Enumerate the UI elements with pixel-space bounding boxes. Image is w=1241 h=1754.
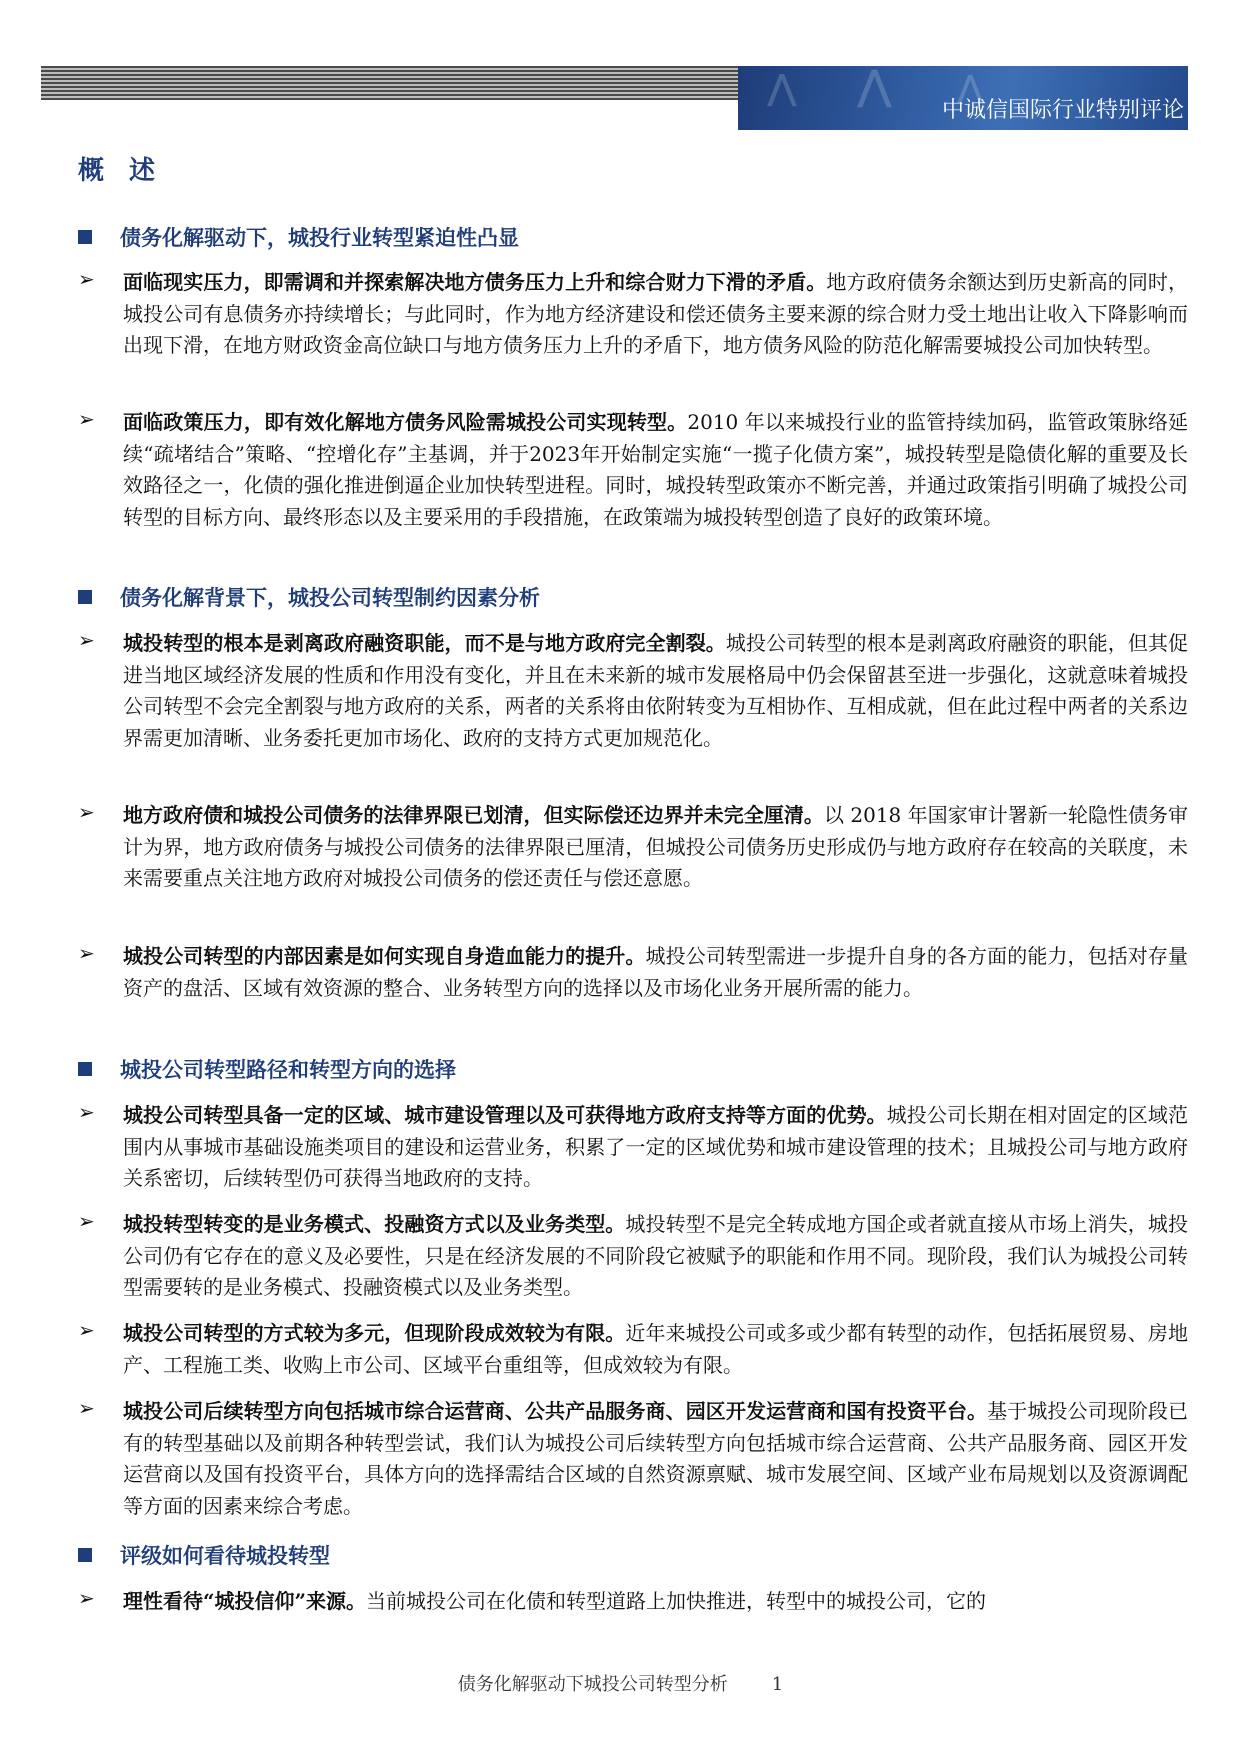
bullet-item: [78, 267, 1188, 362]
arrow-bullet-icon: ➢: [78, 267, 95, 291]
bullet-item: [78, 941, 1188, 1004]
bullet-body: 城投公司转型需进一步提升自身的各方面的能力，包括对存量资产的盘活、区域有效资源的整合、业务转型方向的选择以及市场化业务开展所需的能力。: [123, 944, 1188, 1000]
section-heading-text: 评级如何看待城投转型: [120, 1543, 330, 1568]
section-heading: [78, 1540, 330, 1570]
arrow-bullet-icon: ➢: [78, 407, 95, 431]
bullet-lead: 城投公司转型具备一定的区域、城市建设管理以及可获得地方政府支持等方面的优势。: [123, 1103, 887, 1127]
bullet-lead: 理性看待“城投信仰”来源。: [123, 1589, 367, 1613]
bullet-item: [78, 407, 1188, 533]
bullet-item: [78, 1396, 1188, 1522]
arrow-bullet-icon: ➢: [78, 1209, 95, 1233]
square-bullet-icon: [78, 230, 92, 244]
square-bullet-icon: [78, 1062, 92, 1076]
header-title: 中诚信国际行业特别评论: [941, 98, 1184, 123]
arrow-bullet-icon: ➢: [78, 1100, 95, 1124]
bullet-lead: 城投转型转变的是业务模式、投融资方式以及业务类型。: [123, 1212, 626, 1236]
arrow-bullet-icon: ➢: [78, 941, 95, 965]
banner-decoration-icon: ⋀: [768, 68, 796, 108]
square-bullet-icon: [78, 1548, 92, 1562]
bullet-lead: 城投公司后续转型方向包括城市综合运营商、公共产品服务商、园区开发运营商和国有投资平台。: [123, 1399, 988, 1423]
bullet-item: [78, 1318, 1188, 1381]
bullet-item: [78, 1586, 1188, 1618]
bullet-lead: 城投转型的根本是剥离政府融资职能，而不是与地方政府完全割裂。: [123, 631, 726, 655]
section-heading: [78, 1054, 456, 1084]
bullet-lead: 面临现实压力，即需调和并探索解决地方债务压力上升和综合财力下滑的矛盾。: [123, 270, 827, 294]
bullet-body: 以 2018 年国家审计署新一轮隐性债务审计为界，地方政府债务与城投公司债务的法律界限已厘清，但城投公司债务历史形成仍与地方政府存在较高的关联度，未来需要重点关注地方政府对城投公司债务的偿还责任与偿还意愿。: [123, 803, 1188, 890]
bullet-body: 城投转型不是完全转成地方国企或者就直接从市场上消失，城投公司仍有它存在的意义及必要性，只是在经济发展的不同阶段它被赋予的职能和作用不同。现阶段，我们认为城投公司转型需要转的是业务模式、投融资模式以及业务类型。: [123, 1212, 1189, 1299]
square-bullet-icon: [78, 590, 92, 604]
bullet-body: 近年来城投公司或多或少都有转型的动作，包括拓展贸易、房地产、工程施工类、收购上市公司、区域平台重组等，但成效较为有限。: [123, 1321, 1189, 1377]
bullet-lead: 城投公司转型的方式较为多元，但现阶段成效较为有限。: [123, 1321, 626, 1345]
section-heading: [78, 222, 519, 252]
bullet-item: [78, 628, 1188, 754]
header-banner: [738, 66, 1188, 130]
page-number: 1: [771, 1674, 784, 1695]
bullet-lead: 地方政府债和城投公司债务的法律界限已划清，但实际偿还边界并未完全厘清。: [123, 803, 824, 827]
bullet-item: [78, 1209, 1188, 1304]
section-heading: [78, 582, 540, 612]
arrow-bullet-icon: ➢: [78, 800, 95, 824]
bullet-item: [78, 800, 1188, 895]
arrow-bullet-icon: ➢: [78, 1396, 95, 1420]
section-heading-text: 债务化解驱动下，城投行业转型紧迫性凸显: [120, 225, 519, 250]
page-footer: [0, 1670, 1241, 1696]
header-stripe-bar: [41, 66, 738, 100]
bullet-body: 基于城投公司现阶段已有的转型基础以及前期各种转型尝试，我们认为城投公司后续转型方向包括城市综合运营商、公共产品服务商、园区开发运营商以及国有投资平台，具体方向的选择需结合区域的自然资源禀赋、城市发展空间、区域产业布局规划以及资源调配等方面的因素来综合考虑。: [123, 1399, 1189, 1518]
bullet-lead: 城投公司转型的内部因素是如何实现自身造血能力的提升。: [123, 944, 646, 968]
overview-title: 概 述: [78, 156, 164, 186]
banner-decoration-icon: ⋀: [958, 70, 983, 105]
bullet-body: 2010 年以来城投行业的监管持续加码，监管政策脉络延续“疏堵结合”策略、“控增化存”主基调，并于2023年开始制定实施“一揽子化债方案”，城投转型是隐债化解的重要及长效路径之一，化债的强化推进倒逼企业加快转型进程。同时，城投转型政策亦不断完善，并通过政策指引明确了城投公司转型的目标方向、最终形态以及主要采用的手段措施，在政策端为城投转型创造了良好的政策环境。: [123, 410, 1189, 529]
bullet-body: 当前城投公司在化债和转型道路上加快推进，转型中的城投公司，它的: [366, 1589, 987, 1613]
section-heading-text: 城投公司转型路径和转型方向的选择: [120, 1057, 456, 1082]
bullet-body: 地方政府债务余额达到历史新高的同时，城投公司有息债务亦持续增长；与此同时，作为地方经济建设和偿还债务主要来源的综合财力受土地出让收入下降影响而出现下滑，在地方财政资金高位缺口与地方债务压力上升的矛盾下，地方债务风险的防范化解需要城投公司加快转型。: [123, 270, 1189, 357]
bullet-body: 城投公司转型的根本是剥离政府融资的职能，但其促进当地区域经济发展的性质和作用没有变化，并且在未来新的城市发展格局中仍会保留甚至进一步强化，这就意味着城投公司转型不会完全割裂与地方政府的关系，两者的关系将由依附转变为互相协作、互相成就，但在此过程中两者的关系边界需更加清晰、业务委托更加市场化、政府的支持方式更加规范化。: [123, 631, 1189, 750]
section-heading-text: 债务化解背景下，城投公司转型制约因素分析: [120, 585, 540, 610]
arrow-bullet-icon: ➢: [78, 1586, 95, 1610]
bullet-lead: 面临政策压力，即有效化解地方债务风险需城投公司实现转型。: [123, 410, 688, 434]
arrow-bullet-icon: ➢: [78, 1318, 95, 1342]
bullet-body: 城投公司长期在相对固定的区域范围内从事城市基础设施类项目的建设和运营业务，积累了一定的区域优势和城市建设管理的技术；且城投公司与地方政府关系密切，后续转型仍可获得当地政府的支持。: [123, 1103, 1189, 1190]
banner-decoration-icon: ⋀: [858, 66, 891, 109]
arrow-bullet-icon: ➢: [78, 628, 95, 652]
footer-title: 债务化解驱动下城投公司转型分析: [457, 1674, 728, 1695]
bullet-item: [78, 1100, 1188, 1195]
